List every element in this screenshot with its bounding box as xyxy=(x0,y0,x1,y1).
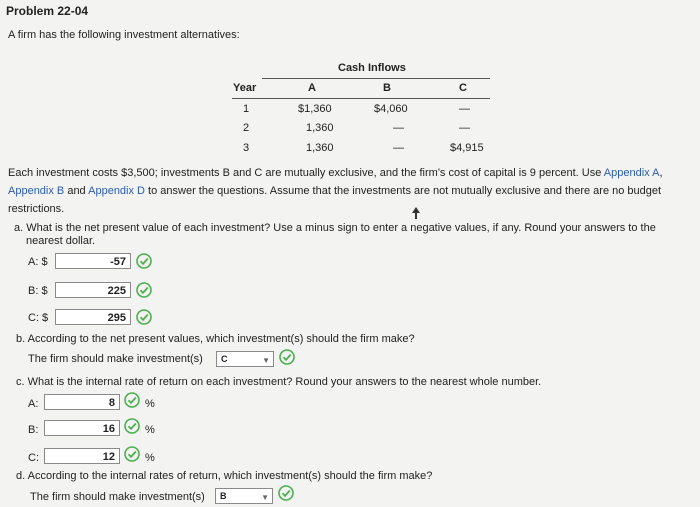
cell-a: 1,360 xyxy=(306,122,334,134)
check-icon xyxy=(279,349,295,365)
answer-b-label: B: $ xyxy=(28,285,48,297)
irr-a-input[interactable]: 8 xyxy=(44,394,120,410)
header-bottom-rule xyxy=(232,98,490,99)
appendix-b-link[interactable]: Appendix B xyxy=(8,185,65,197)
cell-b: — xyxy=(393,122,404,134)
appendix-a-link[interactable]: Appendix A xyxy=(603,167,660,179)
cell-b: $4,060 xyxy=(374,103,408,115)
cell-c: — xyxy=(459,122,470,134)
para-text: Each investment costs $3,500; investments B and C are mutually exclusive, and the firm's cost of capital is 9 percent. Use xyxy=(8,167,604,179)
instructions-paragraph xyxy=(8,164,696,218)
chevron-down-icon: ▼ xyxy=(262,356,270,365)
percent-unit: % xyxy=(145,452,155,464)
cell-a: 1,360 xyxy=(306,142,334,154)
appendix-d-link[interactable]: Appendix D xyxy=(88,185,145,197)
check-icon xyxy=(124,446,140,462)
irr-b-label: B: xyxy=(28,424,39,436)
npv-a-input[interactable]: -57 xyxy=(55,253,131,269)
percent-unit: % xyxy=(145,424,155,436)
irr-c-label: C: xyxy=(28,452,39,464)
col-header-b: B xyxy=(383,82,391,94)
cell-c: — xyxy=(459,103,470,115)
col-header-a: A xyxy=(308,82,316,94)
investment-select-d[interactable] xyxy=(215,488,273,504)
cell-c: $4,915 xyxy=(450,142,484,154)
para-text: to answer the questions. Assume that the investments are not mutually exclusive and there are no budget restrictions. xyxy=(8,185,662,215)
question-a: a. What is the net present value of each investment? Use a minus sign to enter a negative values, if any. Round your answers to the xyxy=(14,222,656,234)
answer-c-label: C: $ xyxy=(28,312,49,324)
percent-unit: % xyxy=(145,398,155,410)
cell-a: $1,360 xyxy=(298,103,332,115)
check-icon xyxy=(136,309,152,325)
para-sep: and xyxy=(64,185,89,197)
question-a-cont: nearest dollar. xyxy=(26,235,96,247)
cell-b: — xyxy=(393,142,404,154)
irr-a-label: A: xyxy=(28,398,39,410)
year-cell: 2 xyxy=(243,122,250,134)
cash-inflows-header: Cash Inflows xyxy=(338,62,406,74)
check-icon xyxy=(136,282,152,298)
col-header-c: C xyxy=(459,82,467,94)
year-header: Year xyxy=(233,82,257,94)
question-b-prompt: The firm should make investment(s) xyxy=(28,353,203,365)
check-icon xyxy=(124,418,140,434)
irr-c-input[interactable]: 12 xyxy=(44,448,120,464)
para-sep: , xyxy=(659,167,663,179)
header-rule xyxy=(262,78,490,79)
npv-c-input[interactable]: 295 xyxy=(55,309,131,325)
answer-a-label: A: $ xyxy=(28,256,48,268)
year-cell: 1 xyxy=(243,103,250,115)
question-d: d. According to the internal rates of return, which investment(s) should the firm make? xyxy=(16,470,433,482)
chevron-down-icon: ▼ xyxy=(261,493,269,502)
mouse-pointer-icon xyxy=(411,207,421,219)
investment-select-b[interactable] xyxy=(216,351,274,367)
year-cell: 3 xyxy=(243,142,250,154)
selected-value: B xyxy=(220,491,227,501)
check-icon xyxy=(136,253,152,269)
intro-text: A firm has the following investment alternatives: xyxy=(8,29,240,41)
selected-value: C xyxy=(221,354,228,364)
question-d-prompt: The firm should make investment(s) xyxy=(30,491,205,503)
question-c: c. What is the internal rate of return on each investment? Round your answers to the nearest whole number. xyxy=(16,376,542,388)
question-b: b. According to the net present values, which investment(s) should the firm make? xyxy=(16,333,415,345)
irr-b-input[interactable]: 16 xyxy=(44,420,120,436)
problem-title: Problem 22-04 xyxy=(6,4,89,18)
npv-b-input[interactable]: 225 xyxy=(55,282,131,298)
check-icon xyxy=(278,485,294,501)
check-icon xyxy=(124,392,140,408)
